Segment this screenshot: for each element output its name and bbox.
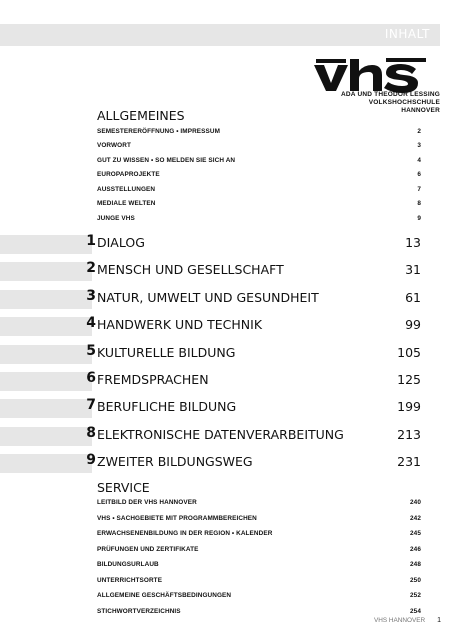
chapter-title: MENSCH UND GESELLSCHAFT: [97, 262, 284, 278]
chapter-number: 9: [86, 452, 96, 469]
chapter-number: 5: [86, 342, 96, 359]
toc-row-label: LEITBILD DER VHS HANNOVER: [97, 499, 197, 507]
chapter-bar: [0, 345, 92, 364]
toc-row[interactable]: [97, 604, 421, 620]
toc-row[interactable]: [97, 557, 421, 573]
toc-row[interactable]: [97, 124, 421, 139]
footer-page-number: 1: [437, 617, 441, 624]
toc-row[interactable]: [97, 573, 421, 589]
toc-row-label: STICHWORTVERZEICHNIS: [97, 607, 181, 615]
header-bar: [0, 24, 440, 46]
toc-row-page: 252: [410, 592, 421, 600]
toc-row-label: VORWORT: [97, 142, 131, 150]
logo-subtitle-line2: VOLKSHOCHSCHULE: [368, 99, 440, 106]
section-heading-allgemeines: ALLGEMEINES: [97, 108, 185, 123]
toc-row[interactable]: [97, 153, 421, 168]
chapter-title: FREMDSPRACHEN: [97, 371, 209, 387]
toc-row-page: 248: [410, 561, 421, 569]
toc-row-label: PRÜFUNGEN UND ZERTIFIKATE: [97, 545, 199, 553]
toc-allgemeines-list: [97, 124, 421, 226]
chapter-page: 125: [397, 371, 421, 387]
chapter-list: [0, 232, 440, 479]
chapter-bar: [0, 317, 92, 336]
toc-row[interactable]: [97, 588, 421, 604]
toc-row-label: AUSSTELLUNGEN: [97, 185, 156, 193]
toc-row[interactable]: [97, 197, 421, 212]
chapter-row-5[interactable]: [0, 342, 440, 369]
chapter-page: 213: [397, 426, 421, 442]
chapter-page: 99: [405, 317, 421, 333]
chapter-number: 8: [86, 424, 96, 441]
toc-row-page: 8: [417, 200, 421, 208]
chapter-number: 3: [86, 287, 96, 304]
toc-row[interactable]: [97, 139, 421, 154]
chapter-row-2[interactable]: [0, 259, 440, 286]
toc-row-label: ALLGEMEINE GESCHÄFTSBEDINGUNGEN: [97, 592, 232, 600]
toc-row-page: 245: [410, 530, 421, 538]
chapter-row-1[interactable]: [0, 232, 440, 259]
toc-row-label: ERWACHSENENBILDUNG IN DER REGION • KALENDER: [97, 530, 273, 538]
toc-row-page: 240: [410, 499, 421, 507]
vhs-wordmark-logo: [312, 57, 430, 93]
chapter-page: 199: [397, 399, 421, 415]
toc-row[interactable]: [97, 495, 421, 511]
toc-service-list: [97, 495, 421, 619]
chapter-title: KULTURELLE BILDUNG: [97, 344, 236, 360]
chapter-title: ELEKTRONISCHE DATENVERARBEITUNG: [97, 426, 344, 442]
chapter-bar: [0, 372, 92, 391]
toc-row-label: GUT ZU WISSEN • SO MELDEN SIE SICH AN: [97, 156, 236, 164]
chapter-page: 105: [397, 344, 421, 360]
chapter-page: 31: [405, 262, 421, 278]
vhs-logo: [300, 57, 440, 119]
chapter-bar: [0, 290, 92, 309]
chapter-row-6[interactable]: [0, 369, 440, 396]
toc-row[interactable]: [97, 511, 421, 527]
chapter-number: 2: [86, 260, 96, 277]
toc-row-page: 6: [417, 171, 421, 179]
chapter-page: 231: [397, 454, 421, 470]
toc-row-page: 250: [410, 576, 421, 584]
chapter-row-9[interactable]: [0, 451, 440, 478]
toc-row-label: SEMESTERERÖFFNUNG • IMPRESSUM: [97, 127, 221, 135]
chapter-title: ZWEITER BILDUNGSWEG: [97, 454, 253, 470]
toc-row-label: EUROPAPROJEKTE: [97, 171, 160, 179]
toc-row-label: MEDIALE WELTEN: [97, 200, 156, 208]
toc-row[interactable]: [97, 542, 421, 558]
toc-row[interactable]: [97, 182, 421, 197]
toc-row-page: 246: [410, 545, 421, 553]
chapter-bar: [0, 235, 92, 254]
chapter-number: 4: [86, 315, 96, 332]
toc-row-label: VHS • SACHGEBIETE MIT PROGRAMMBEREICHEN: [97, 514, 257, 522]
chapter-number: 1: [86, 233, 96, 249]
chapter-row-4[interactable]: [0, 314, 440, 341]
chapter-title: BERUFLICHE BILDUNG: [97, 399, 237, 415]
chapter-bar: [0, 262, 92, 281]
chapter-number: 6: [86, 369, 96, 386]
chapter-page: 61: [405, 289, 421, 305]
footer-publisher: VHS HANNOVER: [373, 617, 426, 624]
chapter-row-8[interactable]: [0, 424, 440, 451]
chapter-bar: [0, 427, 92, 446]
toc-row-page: 3: [417, 142, 421, 150]
chapter-row-7[interactable]: [0, 396, 440, 423]
chapter-number: 7: [86, 397, 96, 414]
toc-row-label: BILDUNGSURLAUB: [97, 561, 159, 569]
toc-row-page: 254: [410, 607, 421, 615]
toc-row-label: JUNGE VHS: [97, 214, 135, 222]
toc-row-page: 2: [417, 127, 421, 135]
toc-row[interactable]: [97, 211, 421, 226]
toc-row-page: 9: [417, 214, 421, 222]
chapter-title: NATUR, UMWELT UND GESUNDHEIT: [97, 289, 319, 305]
chapter-bar: [0, 454, 92, 473]
section-heading-service: SERVICE: [97, 480, 150, 495]
toc-row-page: 7: [417, 185, 421, 193]
toc-row-page: 4: [417, 156, 421, 164]
toc-row[interactable]: [97, 526, 421, 542]
page-title: INHALT: [384, 27, 430, 41]
toc-row-label: UNTERRICHTSORTE: [97, 576, 163, 584]
chapter-bar: [0, 399, 92, 418]
toc-row[interactable]: [97, 168, 421, 183]
chapter-page: 13: [405, 235, 421, 250]
logo-subtitle-line1: ADA UND THEODOR LESSING: [341, 91, 440, 98]
chapter-title: DIALOG: [97, 235, 145, 250]
logo-subtitle-line3: HANNOVER: [401, 107, 440, 114]
page-footer: [374, 617, 441, 624]
chapter-row-3[interactable]: [0, 287, 440, 314]
chapter-title: HANDWERK UND TECHNIK: [97, 317, 263, 333]
toc-row-page: 242: [410, 514, 421, 522]
